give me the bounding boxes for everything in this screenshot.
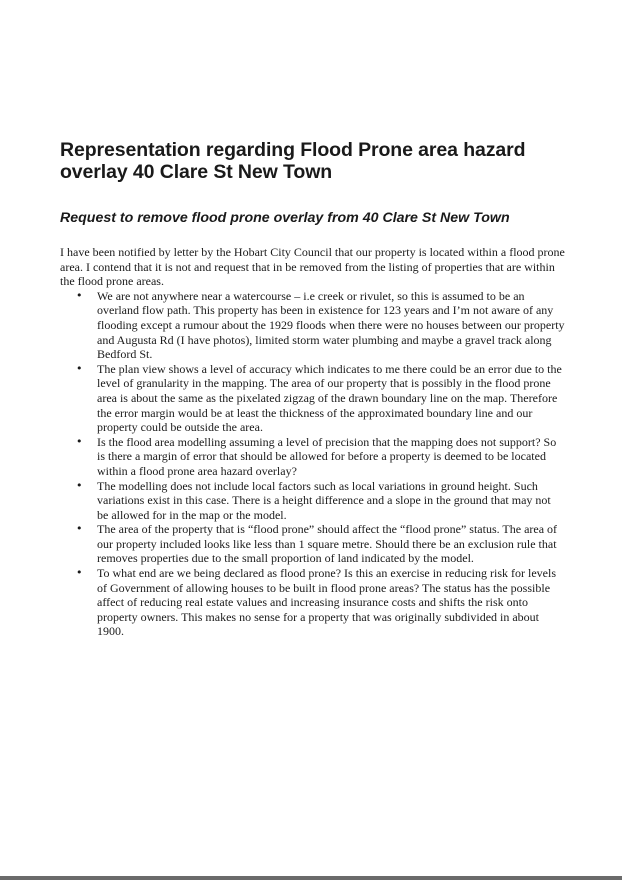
bullet-icon: • (76, 288, 83, 302)
list-item-text: We are not anywhere near a watercourse – i.e creek or rivulet, so this is assumed to be an overland flow path. This property has been in existence for 123 years and I’m not aware of any flooding except a rumour about the 1929 floods when there were no houses between our property and Augusta Rd (I have photos), limited storm water plumbing and maybe a gravel track along Bedford St. (97, 288, 565, 362)
bullet-icon: • (76, 361, 83, 375)
list-item-text: The modelling does not include local factors such as local variations in ground height. Such variations exist in this case. There is a height difference and a slope in the ground that may not be allowed for in the map or the model. (97, 478, 551, 522)
document-body (60, 139, 565, 639)
list-item-text: The plan view shows a level of accuracy which indicates to me there could be an error due to the level of granularity in the mapping. The area of our property that is possibly in the flood prone area is about the same as the pixelated zigzag of the drawn boundary line on the map. Therefore the error margin would be at least the thickness of the approximated boundary line and our property could be outside the area. (97, 361, 562, 435)
intro-paragraph: I have been notified by letter by the Hobart City Council that our property is located within a flood prone area. I contend that it is not and request that in be removed from the listing of properties that are within the flood prone areas. (60, 245, 565, 289)
bullet-list (60, 289, 565, 639)
list-item (60, 435, 565, 479)
bullet-icon: • (76, 522, 83, 536)
list-item (60, 289, 565, 362)
list-item-text: To what end are we being declared as flood prone? Is this an exercise in reducing risk for levels of Government of allowing houses to be built in flood prone areas? The status has the possible affect of reducing real estate values and increasing insurance costs and shifts the risk onto property owners. This makes no sense for a property that was originally subdivided in about 1900. (97, 566, 556, 639)
list-item (60, 522, 565, 566)
page-bottom-border (0, 876, 622, 880)
list-item (60, 362, 565, 435)
list-item (60, 479, 565, 523)
list-item-text: Is the flood area modelling assuming a level of precision that the mapping does not support? So is there a margin of error that should be allowed for before a property is deemed to be located within a flood prone area hazard overlay? (97, 434, 557, 478)
page-subtitle: Request to remove flood prone overlay from 40 Clare St New Town (60, 210, 510, 226)
bullet-icon: • (76, 566, 83, 580)
list-item-text: The area of the property that is “flood prone” should affect the “flood prone” status. The area of our property included looks like less than 1 square metre. Should there be an exclusion rule that removes properties due to the small proportion of land indicated by the model. (97, 522, 558, 566)
page-title: Representation regarding Flood Prone area hazard overlay 40 Clare St New Town (60, 139, 526, 183)
bullet-icon: • (76, 478, 83, 492)
bullet-icon: • (76, 434, 83, 448)
list-item (60, 566, 565, 639)
